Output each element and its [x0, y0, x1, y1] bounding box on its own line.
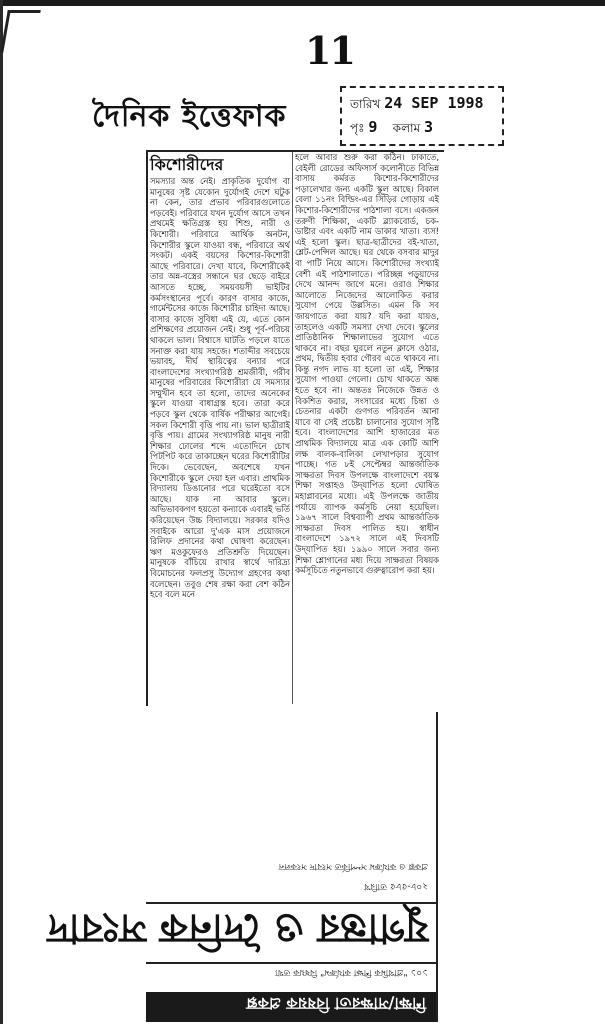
reverse-rule — [146, 962, 436, 964]
date-row — [350, 94, 484, 116]
reverse-line: ১০১ "প্রাথমিক শিক্ষা কার্যক্রম" বিষয়ক তথ্য — [275, 967, 428, 977]
reverse-band-text: শিক্ষা/সাক্ষরতা বিষয়ক প্রকল্প — [246, 994, 426, 1013]
scan-left-edge — [0, 0, 3, 1024]
clipping-date-stamp — [340, 86, 504, 146]
article-headline: কিশোরীদের — [150, 155, 224, 174]
corner-fold-mark — [0, 10, 41, 53]
column-divider — [292, 152, 293, 704]
page-column-row — [350, 118, 433, 140]
date-label: তারিখ — [350, 97, 381, 111]
page-label: পৃঃ — [350, 121, 365, 135]
reverse-line: প্রকল্প ও কার্যক্রম সম্পর্কিত সংবাদ সংকলন — [278, 861, 428, 871]
page-number: 11 — [305, 28, 354, 73]
reverse-line: ২০৮-৫৮৫ তারিখ — [364, 881, 428, 891]
date-value: 24 SEP 1998 — [384, 94, 484, 112]
column-value: 3 — [423, 118, 434, 136]
reverse-rule — [146, 902, 436, 904]
reverse-page-bleedthrough — [47, 712, 438, 1022]
page-value: 9 — [368, 118, 378, 136]
article-right-column: হলে আবার শুরু করা কঠিন। ঢাকাতে, বেইলী রোডের অফিসার্স কলোনীতে বিভিন্ন বাসায় কর্মরত কিশোর-কিশোরীদের পড়ালেখার জন্য একটি স্কুল আছে। বিকাল বেলা ১১নং বিল্ডিং-এর সিঁড়ির গোড়ায় এই কিশোর-কিশোরীদের পাঠশালা বসে। একজন তরুণী শিক্ষিকা, একটি ব্ল্যাকবোর্ড, চক-ডাষ্টার এবং একটি নাম ডাকার খাতা। ব্যস! এই হলো স্কুল। ছাত্র-ছাত্রীদের বই-খাতা, শ্লেট-পেন্সিল আছে। ঘর থেকে বসবার মাদুর বা পাটি নিয়ে আসে। কিশোরীদের সংখ্যাই বেশী এই পাঠশালাতে। পরিচ্ছন্ন পড়ুয়াদের দেখে আনন্দ জাগে মনে। ওরাও শিক্ষার আলোতে নিজেদের আলোকিত করার সুযোগ পেয়ে উল্লসিত। এমন কি সব জায়গাতে করা যায়? যদি করা যায়ও, তাহলেও একটি সমস্যা দেখা দেবে। স্কুলের প্রাতিষ্ঠানিক শিক্ষালাভের সুযোগ এতে থাকবে না। বছর ঘুরলে নতুন ক্লাসে ওঠার, প্রথম, দ্বিতীয় হবার গৌরব এতে থাকবে না। কিন্তু নগদ লাভ যা হলো তা এই, শিক্ষার সুযোগ পাওয়া গেলো। চোখ থাকতে অন্ধ হতে হবে না। অন্ততঃ নিজেকে উন্নত ও বিকশিত করার, সংসারের মধ্যে চিন্তা ও চেতনার একটা গুণগত পরিবর্তন আনা যাবে বা সেই প্রচেষ্টা চালানোর সুযোগ সৃষ্টি হবে। বাংলাদেশের আশি হাজারের মত প্রাথমিক বিদ্যালয়ে মাত্র এক কোটি আশি লক্ষ বালক-বালিকা লেখাপড়ার সুযোগ পাচ্ছে। গত ৮ই সেপ্টেম্বর আন্তর্জাতিক সাক্ষরতা দিবস উপলক্ষে বাংলাদেশে বয়স্ক শিক্ষা সপ্তাহও উদ্‌যাপিত হলো ঘোষিত মহাপ্লাবনের মধ্যে। এই উপলক্ষে জাতীয় পর্যায়ে ব্যাপক কর্মসূচি নেয়া হয়েছিল। ১৯৬৭ সালে বিশ্বব্যাপী প্রথম আন্তর্জাতিক সাক্ষরতা দিবস পালিত হয়। স্বাধীন বাংলাদেশে ১৯৭২ সালে এই দিবসটি উদ্‌যাপিত হয়। ১৯৯০ সালে সবার জন্য শিক্ষা শ্লোগানের মধ্য দিয়ে সাক্ষরতা বিষয়ক কর্মসূচিতে নতুনভাবে গুরুত্বারোপ করা হয়। — [295, 152, 439, 576]
newspaper-masthead: দৈনিক ইত্তেফাক — [92, 99, 287, 134]
reverse-title: যুগান্তর ও দৈনিক সংবাদ — [47, 905, 428, 952]
column-label: কলাম — [392, 121, 421, 135]
scan-top-edge — [0, 0, 605, 6]
article-left-column: সমস্যার অন্ত নেই। প্রাকৃতিক দুর্যোগ বা মানুষের সৃষ্ট যেকোন দুর্যোগই দেশে ঘটুক না কেন, তার প্রভাব পরিবারগুলোতে পড়বেই। পরিবারে যখন দুর্যোগ আসে তখন প্রথমেই ক্ষতিগ্রস্ত হয় শিশু, নারী ও কিশোরী। পরিবারে আর্থিক অনটন, কিশোরীর স্কুলে যাওয়া বন্ধ, পরিবারে অর্থ সংকট। একই বয়সের কিশোর-কিশোরী আছে পরিবারে। দেখা যাবে, কিশোরীকেই তার অন্ন-বস্ত্রের সন্ধানে ঘর ছেড়ে বাইরে আসতে হচ্ছে, সময়বয়সী ভাইটির কর্মসংস্থানের পূর্বে। কারণ বাসার কাজে, গার্মেন্টসের কাজে কিশোরীর চাহিদা আছে। বাসার কাজে সুবিধা এই যে, এতে কোন প্রশিক্ষণের প্রয়োজন নেই। শুধু পূর্ব-পরিচয় থাকলে ভাল। বিশ্বাসে ঘাটতি পড়লে যাতে সনাক্ত করা যায় সহজে। শতাব্দীর সবচেয়ে ভয়াবহ, দীর্ঘ স্থায়িত্বের বন্যার পরে বাংলাদেশের সংখ্যাগরিষ্ঠ শ্রমজীবী, গরীব মানুষের পরিবারের কিশোরীরা যে সমস্যার সম্মুখীন হবে তা হলো, তাদের অনেকের স্কুলে যাওয়া বাধাগ্রস্ত হবে। তারা করে পড়বে স্কুল থেকে বার্ষিক পরীক্ষার আগেই। সকল কিশোরী বৃত্তি পায় না। ভাল ছাত্রীরাই বৃত্তি পায়। গ্রামের সংখ্যাগরিষ্ঠ মানুষ নারী শিক্ষার ঢোলের শব্দে এতোদিনে চোখ পিটপিট করে তাকাচ্ছেন ঘরের কিশোরীটির দিকে। ভেবেছেন, অবশেষে যখন কিশোরীকে স্কুলে দেয়া হল এবার। প্রাথমিক বিদ্যালয় ডিঙানোর পরে ঘরেইতো বসে আছে। যাক না আবার স্কুলে। অভিভাবকগণ হয়তো কন্যাকে এবারই ভর্তি করিয়েছেন উচ্চ বিদ্যালয়ে। সরকার যদিও সবাইকে আরো দু'এক মাস প্রয়োজনে রিলিফ প্রদানের কথা ঘোষণা করেছেন। ঋণ মওকুফেরও প্রতিশ্রুতি দিয়েছেন। মানুষকে বাঁচিয়ে রাখার স্বার্থে দারিদ্র্য বিমোচনের ফলপ্রসু উদ্যোগ গ্রহণের কথা বলেছেন। তবুও শেষ রক্ষা করা বেশ কঠিন হবে বলে মনে — [150, 176, 290, 600]
